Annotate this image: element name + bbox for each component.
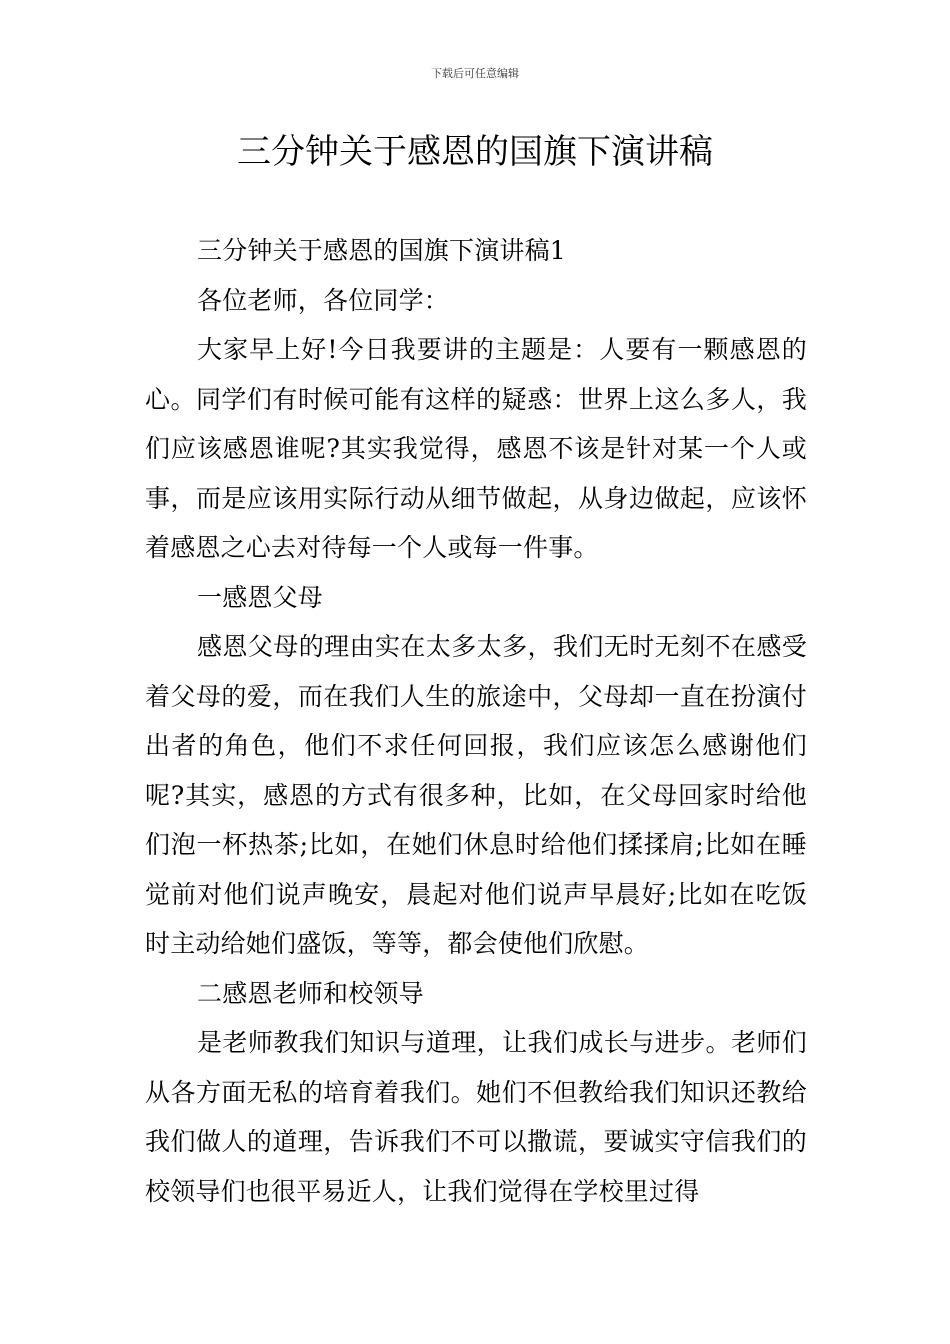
intro-paragraph: 大家早上好!今日我要讲的主题是：人要有一颗感恩的心。同学们有时候可能有这样的疑惑：世界上这么多人，我们应该感恩谁呢?其实我觉得，感恩不该是针对某一个人或事，而是应该用实际行动从细节做起，从身边做起，应该怀着感恩之心去对待每一个人或每一件事。 — [145, 335, 807, 562]
header-note: 下载后可任意编辑 — [431, 67, 519, 80]
teachers-paragraph: 是老师教我们知识与道理，让我们成长与进步。老师们从各方面无私的培育着我们。她们不但教给我们知识还教给我们做人的道理，告诉我们不可以撒谎，要诚实守信我们的校领导们也很平易近人，让我们觉得在学校里过得 — [145, 1028, 807, 1206]
salutation: 各位老师，各位同学： — [197, 285, 450, 315]
section-heading-parents: 一感恩父母 — [197, 582, 324, 612]
speech-heading: 三分钟关于感恩的国旗下演讲稿1 — [197, 236, 566, 265]
section-heading-teachers: 二感恩老师和校领导 — [197, 978, 424, 1008]
document-title: 三分钟关于感恩的国旗下演讲稿 — [237, 132, 713, 172]
parents-paragraph: 感恩父母的理由实在太多太多，我们无时无刻不在感受着父母的爱，而在我们人生的旅途中，父母却一直在扮演付出者的角色，他们不求任何回报，我们应该怎么感谢他们呢?其实，感恩的方式有很多种，比如，在父母回家时给他们泡一杯热茶;比如，在她们休息时给他们揉揉肩;比如在睡觉前对他们说声晚安，晨起对他们说声早晨好;比如在吃饭时主动给她们盛饭，等等，都会使他们欣慰。 — [145, 632, 807, 958]
document-body — [145, 226, 807, 1216]
